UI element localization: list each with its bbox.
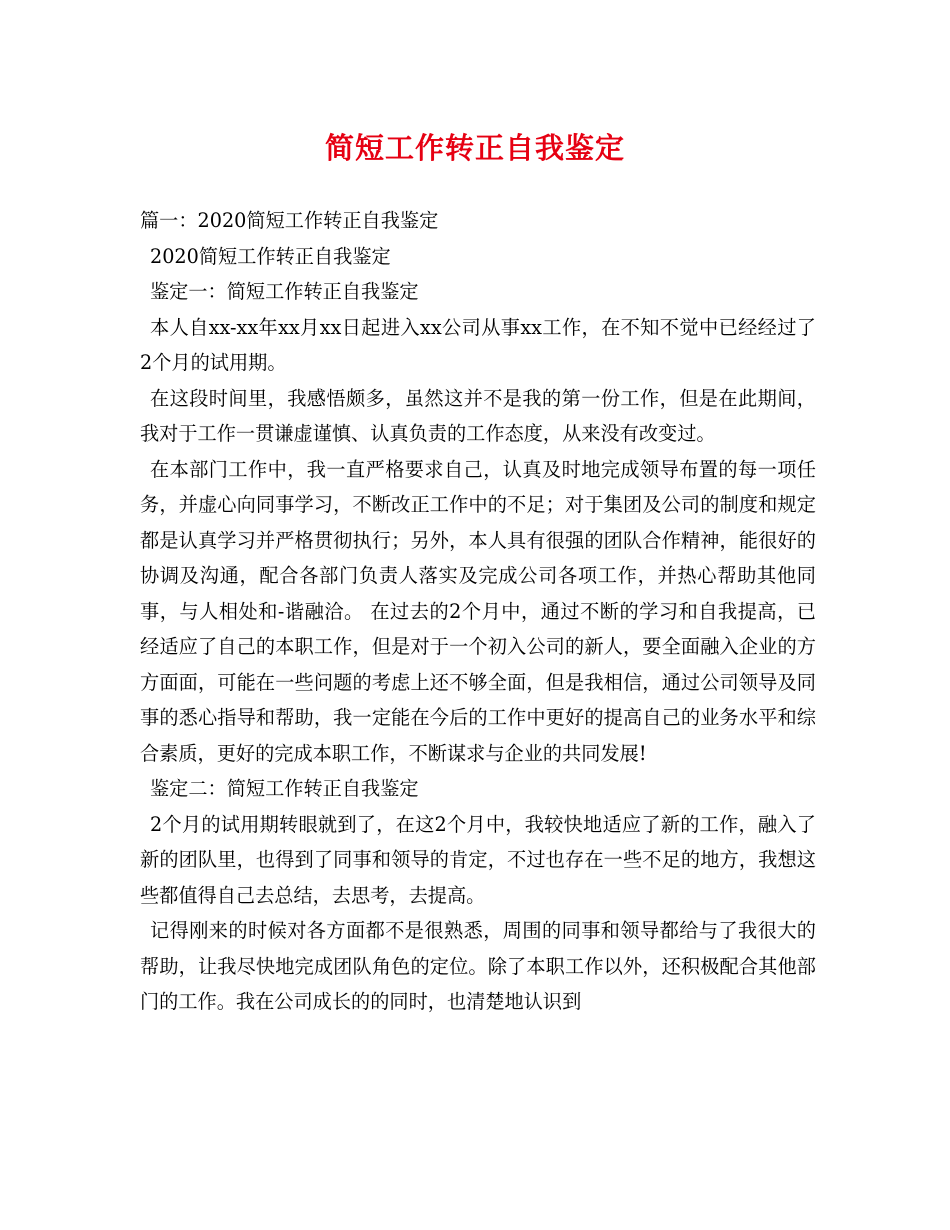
paragraph: 记得刚来的时候对各方面都不是很熟悉，周围的同事和领导都给与了我很大的帮助，让我尽快地完成团队角色的定位。除了本职工作以外，还积极配合其他部门的工作。我在公司成长的的同时，也清楚地认识到 [140, 919, 816, 1013]
section-heading: 鉴定一：简短工作转正自我鉴定 [150, 280, 419, 303]
section-heading: 鉴定二：简短工作转正自我鉴定 [150, 777, 419, 800]
document-body [140, 203, 816, 1020]
document-title: 简短工作转正自我鉴定 [324, 131, 625, 165]
subtitle-line: 2020简短工作转正自我鉴定 [150, 244, 391, 268]
section-heading: 篇一：2020简短工作转正自我鉴定 [140, 209, 439, 232]
paragraph: 本人自xx-xx年xx月xx日起进入xx公司从事xx工作，在不知不觉中已经经过了2个月的试用期。 [140, 315, 816, 374]
paragraph: 在这段时间里，我感悟颇多，虽然这并不是我的第一份工作，但是在此期间，我对于工作一贯谦虚谨慎、认真负责的工作态度，从来没有改变过。 [140, 386, 816, 445]
paragraph: 在本部门工作中，我一直严格要求自己，认真及时地完成领导布置的每一项任务，并虚心向同事学习，不断改正工作中的不足；对于集团及公司的制度和规定都是认真学习并严格贯彻执行；另外，本人具有很强的团队合作精神，能很好的协调及沟通，配合各部门负责人落实及完成公司各项工作，并热心帮助其他同事，与人相处和-谐融洽。 在过去的2个月中，通过不断的学习和自我提高，已经适应了自己的本职工作，但是对于一个初入公司的新人，要全面融入企业的方方面面，可能在一些问题的考虑上还不够全面，但是我相信，通过公司领导及同事的悉心指导和帮助，我一定能在今后的工作中更好的提高自己的业务水平和综合素质，更好的完成本职工作，不断谋求与企业的共同发展! [140, 457, 816, 765]
paragraph: 2个月的试用期转眼就到了，在这2个月中，我较快地适应了新的工作，融入了新的团队里，也得到了同事和领导的肯定，不过也存在一些不足的地方，我想这些都值得自己去总结，去思考，去提高。 [140, 812, 816, 907]
